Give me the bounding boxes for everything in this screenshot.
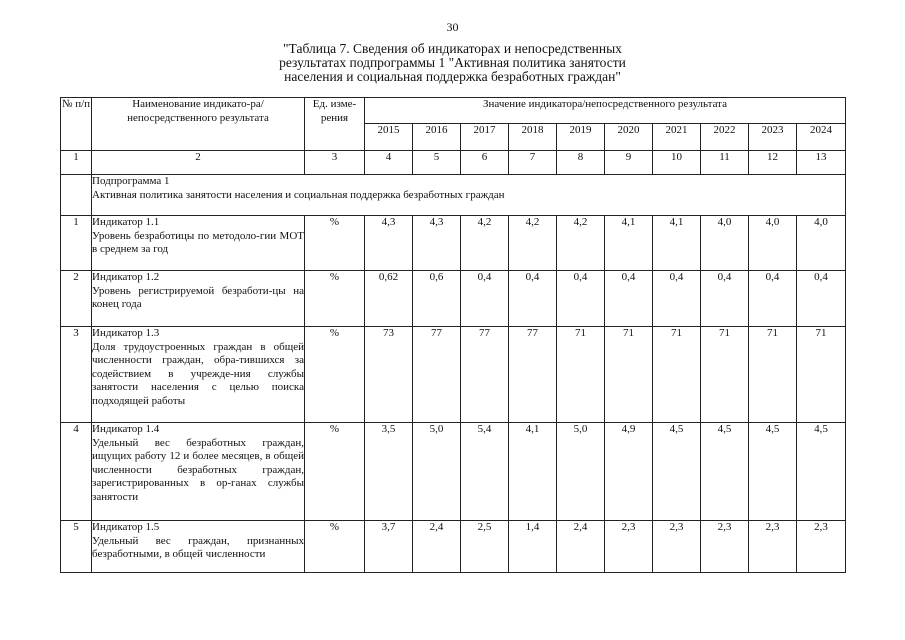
- value-cell: 5,4: [461, 423, 509, 521]
- indicator-description: Уровень безработицы по методоло-гии МОТ в среднем за год: [92, 229, 304, 255]
- table-row: [61, 327, 846, 423]
- row-number: 5: [61, 521, 92, 573]
- indicator-description: Доля трудоустроенных граждан в общей численности граждан, обра-тившихся за содействием в учрежде-ния службы занятости населения с целью поиска подходящей работы: [92, 340, 304, 407]
- value-cell: 4,2: [461, 216, 509, 271]
- value-cell: 4,0: [797, 216, 846, 271]
- value-cell: 0,4: [605, 271, 653, 327]
- caption-line: "Таблица 7. Сведения об индикаторах и непосредственных: [283, 41, 622, 56]
- value-cell: 0,4: [461, 271, 509, 327]
- value-cell: 0,4: [701, 271, 749, 327]
- row-number: 3: [61, 327, 92, 423]
- value-cell: 4,5: [749, 423, 797, 521]
- subprogram-name: Активная политика занятости населения и социальная поддержка безработных граждан: [92, 188, 505, 201]
- value-cell: 0,4: [749, 271, 797, 327]
- value-cell: 0,4: [557, 271, 605, 327]
- indicator-title: Индикатор 1.5: [92, 521, 160, 533]
- unit-cell: %: [305, 327, 365, 423]
- table-caption: [0, 42, 905, 84]
- value-cell: 2,3: [749, 521, 797, 573]
- value-cell: 2,3: [605, 521, 653, 573]
- value-cell: 4,0: [701, 216, 749, 271]
- indicator-cell: [92, 216, 305, 271]
- value-cell: 4,1: [605, 216, 653, 271]
- column-number: 4: [365, 151, 413, 175]
- value-cell: 71: [557, 327, 605, 423]
- column-number: 6: [461, 151, 509, 175]
- indicator-description: Уровень регистрируемой безработи-цы на конец года: [92, 284, 304, 310]
- table-row: [61, 521, 846, 573]
- header-year: 2023: [749, 124, 797, 151]
- header-year: 2016: [413, 124, 461, 151]
- subprogram-no-cell: [61, 175, 92, 216]
- subprogram-title: Подпрограмма 1: [92, 175, 170, 187]
- value-cell: 77: [413, 327, 461, 423]
- value-cell: 2,3: [797, 521, 846, 573]
- caption-line: результатах подпрограммы 1 "Активная политика занятости: [279, 55, 626, 70]
- header-year: 2020: [605, 124, 653, 151]
- value-cell: 2,4: [557, 521, 605, 573]
- value-cell: 4,3: [413, 216, 461, 271]
- indicator-cell: [92, 423, 305, 521]
- indicator-title: Индикатор 1.4: [92, 423, 160, 435]
- column-number: 8: [557, 151, 605, 175]
- value-cell: 4,5: [653, 423, 701, 521]
- value-cell: 5,0: [557, 423, 605, 521]
- value-cell: 4,2: [509, 216, 557, 271]
- value-cell: 4,3: [365, 216, 413, 271]
- column-number: 7: [509, 151, 557, 175]
- value-cell: 73: [365, 327, 413, 423]
- value-cell: 3,5: [365, 423, 413, 521]
- header-year: 2015: [365, 124, 413, 151]
- value-cell: 71: [653, 327, 701, 423]
- header-year: 2024: [797, 124, 846, 151]
- value-cell: 0,4: [797, 271, 846, 327]
- header-unit: Ед. изме-рения: [305, 98, 365, 151]
- page-number: 30: [446, 20, 459, 34]
- column-number: 9: [605, 151, 653, 175]
- value-cell: 71: [605, 327, 653, 423]
- value-cell: 0,62: [365, 271, 413, 327]
- caption-line: населения и социальная поддержка безработных граждан": [284, 69, 621, 84]
- value-cell: 77: [461, 327, 509, 423]
- indicator-title: Индикатор 1.1: [92, 216, 160, 228]
- value-cell: 0,4: [653, 271, 701, 327]
- row-number: 1: [61, 216, 92, 271]
- column-number: 13: [797, 151, 846, 175]
- indicator-cell: [92, 327, 305, 423]
- value-cell: 5,0: [413, 423, 461, 521]
- column-number: 11: [701, 151, 749, 175]
- column-number: 5: [413, 151, 461, 175]
- value-cell: 4,1: [653, 216, 701, 271]
- column-number: 1: [61, 151, 92, 175]
- indicators-table: [60, 97, 846, 573]
- value-cell: 77: [509, 327, 557, 423]
- indicator-description: Удельный вес безработных граждан, ищущих работу 12 и более месяцев, в общей численности безработных граждан, зарегистрированных в ор-ганах службы занятости: [92, 436, 304, 503]
- header-year: 2018: [509, 124, 557, 151]
- value-cell: 71: [701, 327, 749, 423]
- value-cell: 71: [749, 327, 797, 423]
- table-row: [61, 271, 846, 327]
- value-cell: 2,4: [413, 521, 461, 573]
- header-year: 2021: [653, 124, 701, 151]
- table-row: [61, 423, 846, 521]
- header-year: 2019: [557, 124, 605, 151]
- value-cell: 2,3: [701, 521, 749, 573]
- column-number: 3: [305, 151, 365, 175]
- indicator-description: Удельный вес граждан, признанных безработными, в общей численности: [92, 534, 304, 560]
- unit-cell: %: [305, 521, 365, 573]
- value-cell: 4,0: [749, 216, 797, 271]
- value-cell: 1,4: [509, 521, 557, 573]
- value-cell: 71: [797, 327, 846, 423]
- value-cell: 4,5: [701, 423, 749, 521]
- header-no: № п/п: [61, 98, 92, 151]
- value-cell: 3,7: [365, 521, 413, 573]
- unit-cell: %: [305, 271, 365, 327]
- value-cell: 4,2: [557, 216, 605, 271]
- indicator-cell: [92, 521, 305, 573]
- table-row: [61, 216, 846, 271]
- indicator-title: Индикатор 1.3: [92, 327, 160, 339]
- value-cell: 0,4: [509, 271, 557, 327]
- header-name: Наименование индикато-ра/непосредственного результата: [92, 98, 305, 151]
- header-year: 2022: [701, 124, 749, 151]
- column-number: 10: [653, 151, 701, 175]
- value-cell: 2,3: [653, 521, 701, 573]
- unit-cell: %: [305, 423, 365, 521]
- row-number: 2: [61, 271, 92, 327]
- header-year: 2017: [461, 124, 509, 151]
- row-number: 4: [61, 423, 92, 521]
- indicator-cell: [92, 271, 305, 327]
- subprogram-cell: [92, 175, 846, 216]
- value-cell: 0,6: [413, 271, 461, 327]
- unit-cell: %: [305, 216, 365, 271]
- column-number: 12: [749, 151, 797, 175]
- column-number: 2: [92, 151, 305, 175]
- header-value-group: Значение индикатора/непосредственного результата: [365, 98, 846, 124]
- value-cell: 4,1: [509, 423, 557, 521]
- value-cell: 4,9: [605, 423, 653, 521]
- value-cell: 2,5: [461, 521, 509, 573]
- value-cell: 4,5: [797, 423, 846, 521]
- indicator-title: Индикатор 1.2: [92, 271, 160, 283]
